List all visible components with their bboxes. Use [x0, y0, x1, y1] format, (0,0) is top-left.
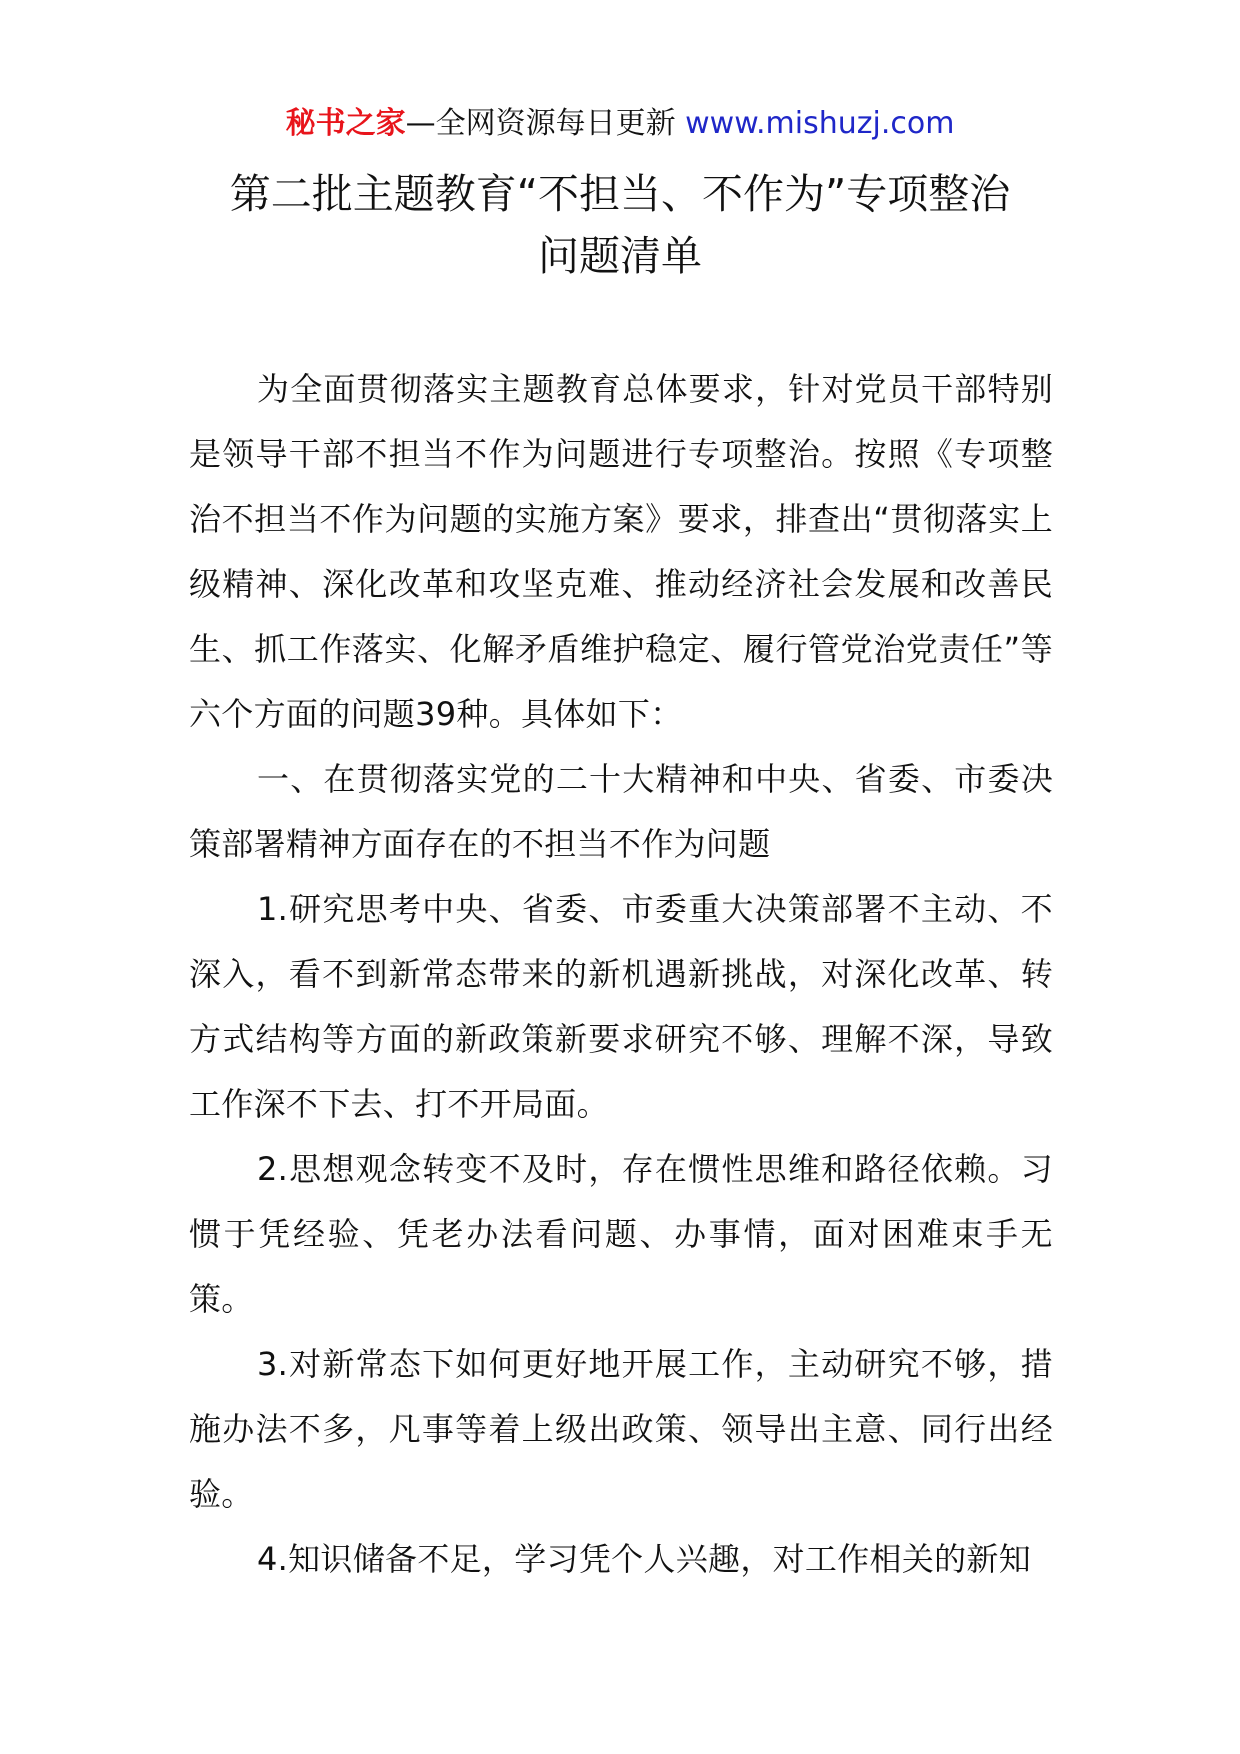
list-item-2: 2.思想观念转变不及时，存在惯性思维和路径依赖。习惯于凭经验、凭老办法看问题、办事情，面对困难束手无策。 — [189, 1150, 1053, 1318]
document-body — [189, 357, 1053, 1592]
intro-paragraph: 为全面贯彻落实主题教育总体要求，针对党员干部特别是领导干部不担当不作为问题进行专项整治。按照《专项整治不担当不作为问题的实施方案》要求，排查出“贯彻落实上级精神、深化改革和攻坚克难、推动经济社会发展和改善民生、抓工作落实、化解矛盾维护稳定、履行管党治党责任”等六个方面的问题39种。具体如下： — [189, 370, 1053, 733]
list-item-1: 1.研究思考中央、省委、市委重大决策部署不主动、不深入，看不到新常态带来的新机遇新挑战，对深化改革、转方式结构等方面的新政策新要求研究不够、理解不深，导致工作深不下去、打不开局面。 — [189, 890, 1053, 1123]
title-line-2: 问题清单 — [538, 232, 702, 280]
list-item-3: 3.对新常态下如何更好地开展工作，主动研究不够，措施办法不多，凡事等着上级出政策、领导出主意、同行出经验。 — [189, 1345, 1053, 1513]
section-heading-1: 一、在贯彻落实党的二十大精神和中央、省委、市委决策部署精神方面存在的不担当不作为问题 — [189, 760, 1053, 863]
site-slogan: —全网资源每日更新 — [405, 106, 676, 141]
title-line-1: 第二批主题教育“不担当、不作为”专项整治 — [229, 170, 1011, 218]
list-item-4: 4.知识储备不足，学习凭个人兴趣，对工作相关的新知 — [257, 1540, 1032, 1578]
site-header — [0, 104, 1240, 144]
document-title — [150, 163, 1090, 287]
site-url-link[interactable]: www.mishuzj.com — [685, 106, 955, 141]
site-brand: 秘书之家 — [285, 106, 406, 141]
